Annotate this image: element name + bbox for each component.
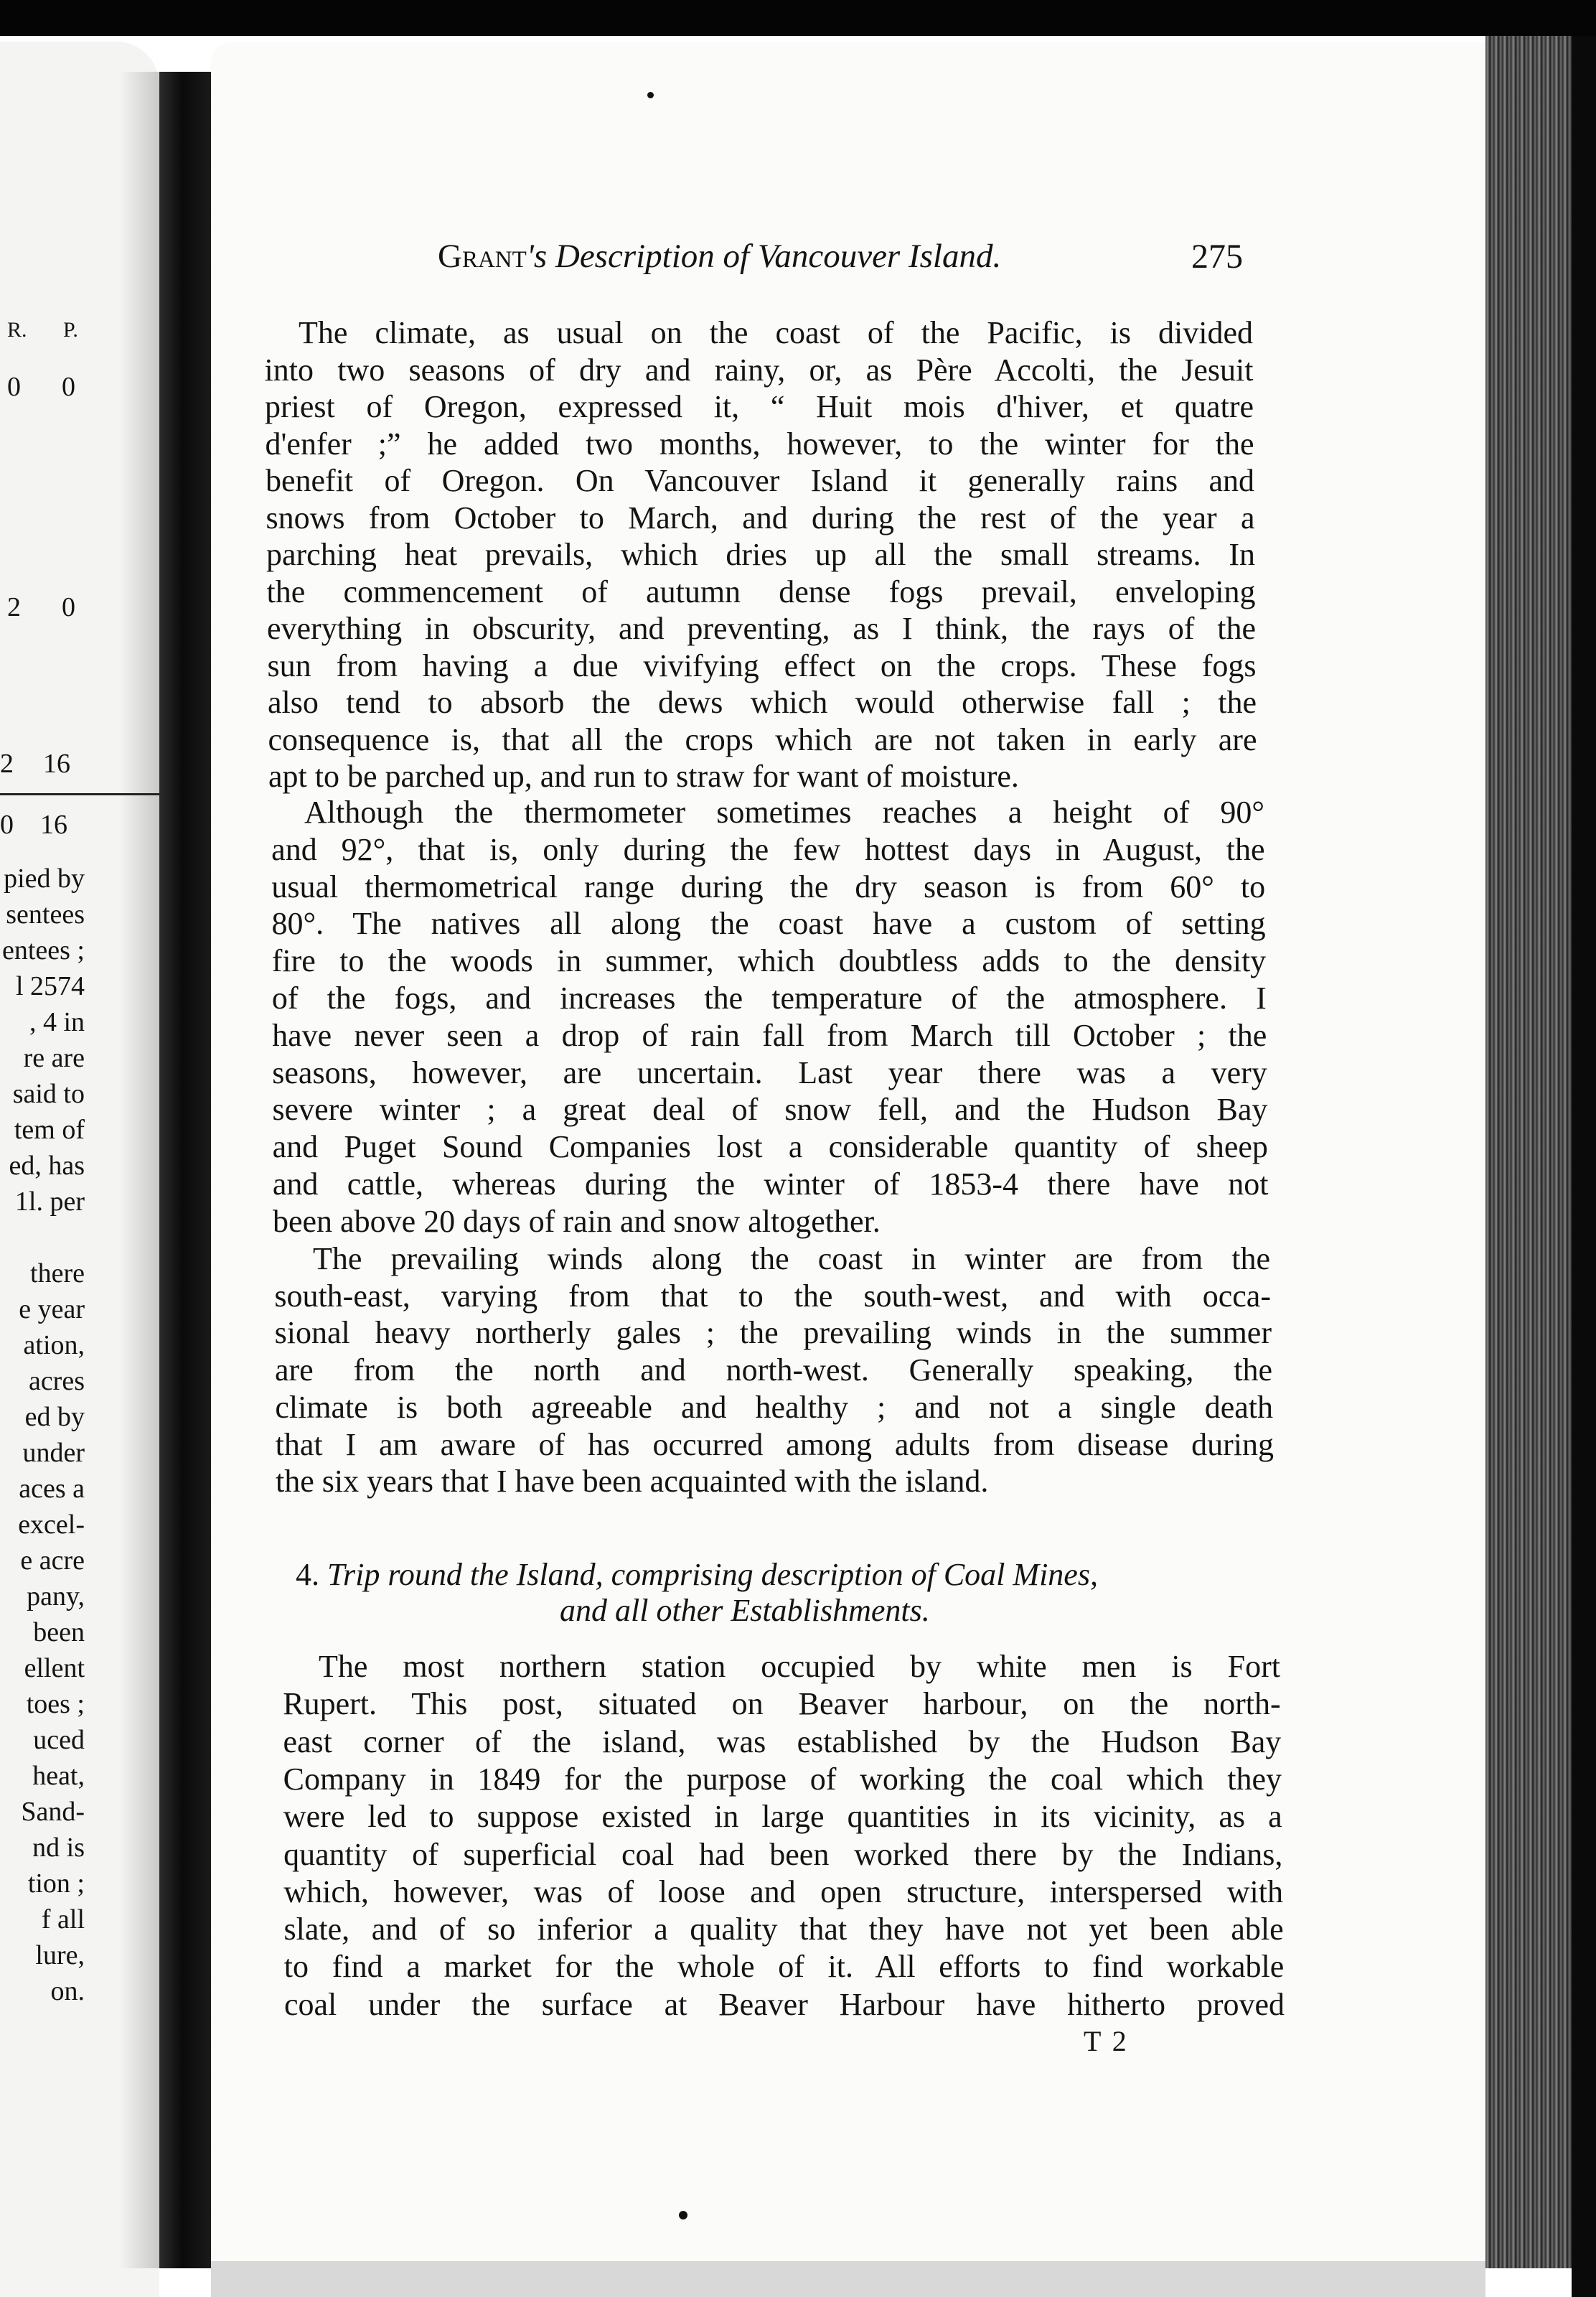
text-line: Rupert. This post, situated on Beaver harbour, on the north- <box>283 1686 1281 1722</box>
text-line: parching heat prevails, which dries up all the small streams. In <box>266 537 1255 572</box>
left-fragment: pied by <box>4 864 85 894</box>
left-fragment: Sand- <box>21 1797 85 1827</box>
signature-mark: T 2 <box>1084 2025 1129 2057</box>
scan-right-border <box>1572 36 1596 2297</box>
text-line: everything in obscurity, and preventing, as I think, the rays of the <box>267 611 1256 646</box>
section-heading-line-1 <box>296 1559 1098 1591</box>
left-fragment: f all <box>41 1904 85 1935</box>
text-line: quantity of superficial coal had been worked there by the Indians, <box>283 1836 1283 1872</box>
scan-bottom-border <box>211 2261 1485 2297</box>
text-line: the commencement of autumn dense fogs prevail, enveloping <box>266 574 1256 609</box>
left-fragment: 16 <box>40 810 67 840</box>
text-line: which, however, was of loose and open structure, interspersed with <box>283 1873 1283 1909</box>
text-line: The prevailing winds along the coast in winter are from the <box>313 1241 1270 1276</box>
text-line: severe winter ; a great deal of snow fell, and the Hudson Bay <box>272 1092 1268 1128</box>
left-fragment: , 4 in <box>29 1007 85 1037</box>
text-line: Company in 1849 for the purpose of working the coal which they <box>283 1761 1282 1797</box>
author-possessive: 's <box>526 238 548 275</box>
top-dot-mark <box>647 92 654 98</box>
text-line: been above 20 days of rain and snow altogether. <box>273 1203 881 1239</box>
text-line: that I am aware of has occurred among adults from disease during <box>275 1426 1274 1462</box>
left-fragment: nd is <box>32 1833 85 1863</box>
left-fragment: sentees <box>6 899 85 930</box>
left-fragment: e year <box>19 1294 85 1324</box>
left-fragment: tion ; <box>27 1868 85 1899</box>
page-edges <box>1485 36 1572 2268</box>
left-fragment: heat, <box>32 1761 85 1791</box>
left-fragment: re are <box>23 1043 85 1073</box>
text-line: to find a market for the whole of it. All efforts to find workable <box>283 1949 1285 1985</box>
left-fragment: 2 <box>7 592 21 622</box>
section-title-line-1: Trip round the Island, comprising description of Coal Mines, <box>327 1557 1098 1592</box>
left-fragment: entees ; <box>1 935 85 965</box>
text-line: climate is both agreeable and healthy ; and not a single death <box>275 1389 1273 1425</box>
text-line: apt to be parched up, and run to straw for want of moisture. <box>268 759 1019 794</box>
text-line: have never seen a drop of rain fall from March till October ; the <box>272 1017 1267 1053</box>
left-fragment: R. <box>7 318 27 342</box>
text-line: and cattle, whereas during the winter of 1853-4 there have not <box>272 1166 1269 1202</box>
text-line: east corner of the island, was established by the Hudson Bay <box>283 1723 1282 1759</box>
text-line: slate, and of so inferior a quality that they have not yet been able <box>283 1912 1284 1947</box>
text-line: d'enfer ;” he added two months, however, to the winter for the <box>265 426 1254 462</box>
left-fragment: tem of <box>14 1115 85 1145</box>
section-heading-line-2: and all other Establishments. <box>560 1593 930 1628</box>
left-fragment: there <box>30 1258 85 1288</box>
scan-top-border <box>0 0 1596 36</box>
text-line: of the fogs, and increases the temperature of the atmosphere. I <box>271 981 1267 1016</box>
left-fragment: l 2574 <box>15 971 85 1001</box>
text-line: sional heavy northerly gales ; the prevailing winds in the summer <box>274 1315 1272 1351</box>
text-line: Although the thermometer sometimes reaches a height of 90° <box>304 795 1264 830</box>
page-number: 275 <box>1191 238 1243 276</box>
running-head <box>438 237 1001 276</box>
text-line: 80°. The natives all along the coast have a custom of setting <box>271 906 1266 942</box>
author-name: Grant <box>438 238 527 275</box>
text-line: are from the north and north-west. Generally speaking, the <box>275 1352 1272 1388</box>
text-line: The climate, as usual on the coast of the Pacific, is divided <box>299 315 1253 350</box>
left-fragment: e acre <box>20 1545 85 1576</box>
left-fragment: ed, has <box>9 1151 85 1181</box>
text-line: were led to suppose existed in large quantities in its vicinity, as a <box>283 1799 1282 1835</box>
text-line: fire to the woods in summer, which doubtless adds to the density <box>271 943 1267 979</box>
left-fragment: under <box>22 1438 85 1468</box>
text-line: and 92°, that is, only during the few hottest days in August, the <box>271 831 1265 867</box>
text-line: seasons, however, are uncertain. Last year there was a very <box>272 1054 1267 1090</box>
book-gutter <box>159 72 211 2268</box>
text-line: south-east, varying from that to the south-west, and with occa- <box>274 1278 1271 1314</box>
left-fragment: ed by <box>24 1402 85 1432</box>
left-sum-rule <box>0 793 159 795</box>
left-fragment: ellent <box>24 1653 85 1683</box>
left-fragment: said to <box>12 1079 85 1109</box>
left-fragment: lure, <box>35 1940 85 1970</box>
text-line: also tend to absorb the dews which would otherwise fall ; the <box>268 685 1257 720</box>
left-fragment: aces a <box>19 1474 85 1504</box>
bottom-dot-mark <box>679 2211 687 2219</box>
text-line: usual thermometrical range during the dry season is from 60° to <box>271 869 1266 904</box>
left-fragment: uced <box>33 1725 85 1755</box>
section-number: 4. <box>296 1557 319 1592</box>
left-fragment: pany, <box>27 1581 85 1611</box>
text-line: the six years that I have been acquainted with the island. <box>276 1464 989 1500</box>
gutter-shadow <box>119 72 159 2268</box>
left-fragment: 1l. per <box>14 1187 85 1217</box>
text-line: into two seasons of dry and rainy, or, as Père Accolti, the Jesuit <box>264 352 1254 388</box>
text-line: coal under the surface at Beaver Harbour have hitherto proved <box>284 1986 1285 2022</box>
left-fragment: P. <box>63 318 78 342</box>
book-title: Description of Vancouver Island. <box>555 238 1002 275</box>
text-line: snows from October to March, and during the rest of the year a <box>266 500 1255 535</box>
left-fragment: excel- <box>18 1510 85 1540</box>
text-line: benefit of Oregon. On Vancouver Island it generally rains and <box>266 463 1254 498</box>
left-fragment: acres <box>28 1366 85 1396</box>
left-fragment: 0 <box>62 372 75 402</box>
left-fragment: on. <box>50 1976 85 2006</box>
left-fragment: ation, <box>23 1330 85 1360</box>
left-fragment: 0 <box>0 810 14 840</box>
left-fragment: 2 <box>0 749 14 779</box>
left-fragment: 16 <box>43 749 70 779</box>
text-line: and Puget Sound Companies lost a considerable quantity of sheep <box>272 1129 1268 1165</box>
left-fragment: been <box>33 1617 85 1647</box>
text-line: priest of Oregon, expressed it, “ Huit mois d'hiver, et quatre <box>265 389 1254 424</box>
text-line: The most northern station occupied by white men is Fort <box>319 1649 1280 1684</box>
left-fragment: 0 <box>62 592 75 622</box>
text-line: sun from having a due vivifying effect on the crops. These fogs <box>267 647 1257 683</box>
left-fragment: 0 <box>7 372 21 402</box>
left-fragment: toes ; <box>26 1689 85 1719</box>
text-line: consequence is, that all the crops which are not taken in early are <box>268 721 1257 757</box>
